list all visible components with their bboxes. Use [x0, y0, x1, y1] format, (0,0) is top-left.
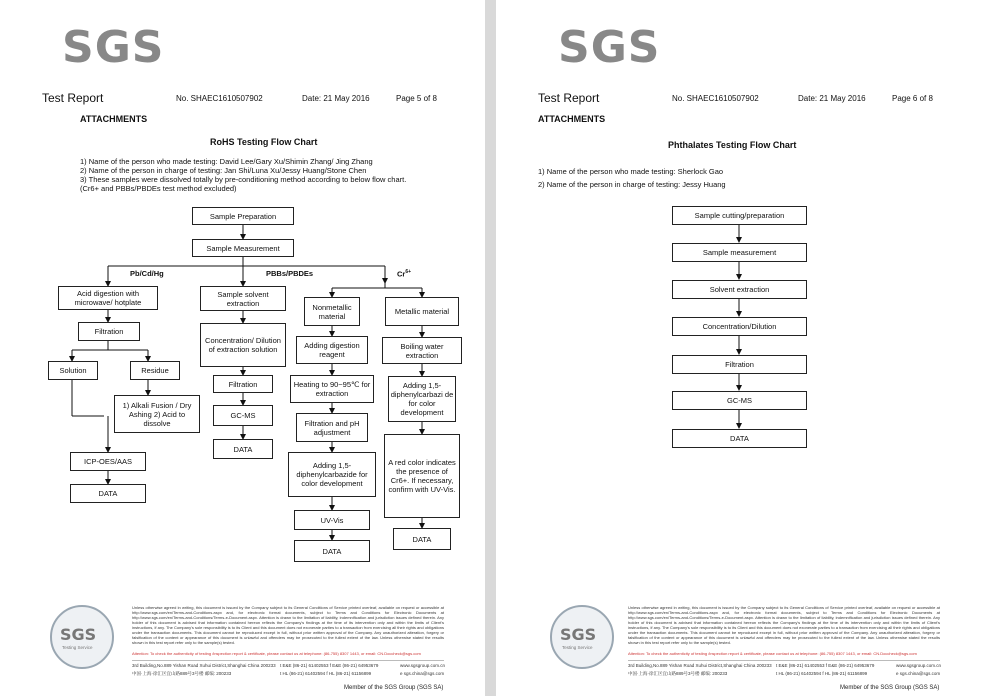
box-metallic-material: Metallic material	[385, 297, 459, 326]
website: www.sgsgroup.com.cn	[400, 663, 446, 668]
box-solution: Solution	[48, 361, 98, 380]
box-concentration-dilution: Concentration/ Dilution of extraction solution	[200, 323, 286, 367]
step-gc-ms: GC-MS	[672, 391, 807, 410]
authenticity-attention: Attention: To check the authenticity of testing /inspection report & certificate, please contact us at telephone: (86-755) 8307 1443, or email: CN.Doccheck@sgs.com	[628, 651, 917, 656]
phone-en: t E&E (86-21) 61402553 f E&E (86-21) 64953679	[776, 663, 875, 668]
box-acid-digestion: Acid digestion with microwave/ hotplate	[58, 286, 158, 310]
box-filtration-ph: Filtration and pH adjustment	[296, 413, 368, 442]
box-uv-vis: UV-Vis	[294, 510, 370, 530]
report-number: No. SHAEC1610507902	[176, 94, 263, 103]
box-residue: Residue	[130, 361, 180, 380]
legal-fine-print: Unless otherwise agreed in writing, this document is issued by the Company subject to its General Conditions of Service printed overleaf, available on request or accessible at http://www.sgs.com/en/Terms-and-Conditions.aspx and, for electronic format documents, subject to Terms and Conditions for Electronic Documents at http://www.sgs.com/en/Terms-and-Conditions/Terms-e-Document.aspx. Attention is drawn to the limitation of liability, indemnification and jurisdiction issues defined therein. Any holder of this document is advised that information contained hereon reflects the Company's findings at the time of its intervention only and within the limits of Client's instructions, if any. The Company's sole responsibility is to its Client and this document does not exonerate parties to a transaction from exercising all their rights and obligations under the transaction documents. This document cannot be reproduced except in full, without prior written approval of the Company. Any unauthorized alteration, forgery or falsification of the content or appearance of this document is unlawful and offenders may be prosecuted to the fullest extent of the law. Unless otherwise stated the results shown in this test report refer only to the sample(s) tested.	[132, 605, 444, 645]
box-heating-extraction: Heating to 90~95℃ for extraction	[290, 375, 374, 403]
attachments-heading: ATTACHMENTS	[80, 114, 148, 124]
phone-cn: t HL (86-21) 61402594 f HL (86-21) 61156899	[280, 671, 372, 676]
branch-label-cr-text: Cr	[397, 269, 406, 279]
member-of-sgs-group: Member of the SGS Group (SGS SA)	[344, 685, 444, 691]
legal-fine-print: Unless otherwise agreed in writing, this document is issued by the Company subject to its General Conditions of Service printed overleaf, available on request or accessible at http://www.sgs.com/en/Terms-and-Conditions.aspx and, for electronic format documents, subject to Terms and Conditions for Electronic Documents at http://www.sgs.com/en/Terms-and-Conditions/Terms-e-Document.aspx. Attention is drawn to the limitation of liability, indemnification and jurisdiction issues defined therein. Any holder of this document is advised that information contained hereon reflects the Company's findings at the time of its intervention only and within the limits of Client's instructions, if any. The Company's sole responsibility is to its Client and this document does not exonerate parties to a transaction from exercising all their rights and obligations under the transaction documents. This document cannot be reproduced except in full, without prior written approval of the Company. Any unauthorized alteration, forgery or falsification of the content or appearance of this document is unlawful and offenders may be prosecuted to the fullest extent of the law. Unless otherwise stated the results shown in this test report refer only to the sample(s) tested.	[628, 605, 940, 645]
report-date: Date: 21 May 2016	[302, 94, 370, 103]
chart-title: RoHS Testing Flow Chart	[210, 137, 318, 147]
address-cn: 中国·上海·徐汇区宜山路889号3号楼 邮编: 200233	[628, 671, 728, 676]
box-data-c: DATA	[294, 540, 370, 562]
box-filtration-a: Filtration	[78, 322, 140, 341]
step-concentration-dilution: Concentration/Dilution	[672, 317, 807, 336]
email: e sgs.china@sgs.com	[896, 671, 941, 676]
branch-label-cr6	[397, 269, 411, 279]
report-title: Test Report	[538, 91, 600, 105]
page-number: Page 6 of 8	[892, 94, 933, 103]
step-data: DATA	[672, 429, 807, 448]
box-nonmetallic-material: Nonmetallic material	[304, 297, 360, 326]
member-of-sgs-group: Member of the SGS Group (SGS SA)	[840, 685, 940, 691]
box-boiling-water-extraction: Boiling water extraction	[382, 337, 462, 364]
phone-cn: t HL (86-21) 61402594 f HL (86-21) 61156899	[776, 671, 868, 676]
note-testers: 1) Name of the person who made testing: David Lee/Gary Xu/Shimin Zhang/ Jing Zhang	[80, 157, 373, 166]
step-solvent-extraction: Solvent extraction	[672, 280, 807, 299]
box-icp-oes-aas: ICP-OES/AAS	[70, 452, 146, 471]
sgs-logo: SGS	[558, 22, 661, 73]
box-sample-preparation: Sample Preparation	[192, 207, 294, 225]
report-page-6	[496, 0, 990, 696]
note-testers: 1) Name of the person who made testing: Sherlock Gao	[538, 167, 724, 176]
note-in-charge: 2) Name of the person in charge of testing: Jan Shi/Luna Xu/Jessy Huang/Stone Chen	[80, 166, 367, 175]
note-dissolve: 3) These samples were dissolved totally by pre-conditioning method according to below flow chart.	[80, 175, 407, 184]
step-sample-measurement: Sample measurement	[672, 243, 807, 262]
authenticity-attention: Attention: To check the authenticity of testing /inspection report & certificate, please contact us at telephone: (86-755) 8307 1443, or email: CN.Doccheck@sgs.com	[132, 651, 421, 656]
box-alkali-fusion: 1) Alkali Fusion / Dry Ashing 2) Acid to dissolve	[114, 395, 200, 433]
email: e sgs.china@sgs.com	[400, 671, 445, 676]
page-number: Page 5 of 8	[396, 94, 437, 103]
branch-label-cr-sup: 6+	[405, 269, 412, 275]
address-en: 3rd Building,No.889 Yishan Road Xuhui District,Shanghai China 200233	[628, 663, 772, 668]
branch-label-pb-cd-hg: Pb/Cd/Hg	[130, 269, 164, 278]
chart-title: Phthalates Testing Flow Chart	[668, 140, 797, 150]
footer-divider	[132, 660, 444, 661]
branch-label-pbbs-pbdes: PBBs/PBDEs	[266, 269, 314, 278]
box-red-color-note: A red color indicates the presence of Cr6+. If necessary, confirm with UV-Vis.	[384, 434, 460, 518]
sgs-logo: SGS	[62, 22, 165, 73]
report-number: No. SHAEC1610507902	[672, 94, 759, 103]
seal-caption: Testing Service	[562, 645, 593, 650]
report-page-5	[0, 0, 485, 696]
phone-en: t E&E (86-21) 61402553 f E&E (86-21) 64953679	[280, 663, 379, 668]
box-adding-digestion-reagent: Adding digestion reagent	[296, 336, 368, 364]
box-gc-ms: GC-MS	[213, 405, 273, 426]
seal-logo-text: SGS	[560, 625, 597, 644]
step-filtration: Filtration	[672, 355, 807, 374]
seal-logo-text: SGS	[60, 625, 97, 644]
address-en: 3rd Building,No.889 Yishan Road Xuhui District,Shanghai China 200233	[132, 663, 276, 668]
box-data-d: DATA	[393, 528, 451, 550]
box-data-b: DATA	[213, 439, 273, 459]
attachments-heading: ATTACHMENTS	[538, 114, 606, 124]
box-adding-diphenylcarbazide: Adding 1,5-diphenylcarbazide for color development	[288, 452, 376, 497]
report-date: Date: 21 May 2016	[798, 94, 866, 103]
box-data-a: DATA	[70, 484, 146, 503]
box-sample-solvent-extraction: Sample solvent extraction	[200, 286, 286, 311]
box-sample-measurement: Sample Measurement	[192, 239, 294, 257]
step-sample-cutting: Sample cutting/preparation	[672, 206, 807, 225]
seal-caption: Testing Service	[62, 645, 93, 650]
note-excluded: (Cr6+ and PBBs/PBDEs test method excluded)	[80, 184, 237, 193]
footer-divider	[628, 660, 940, 661]
note-in-charge: 2) Name of the person in charge of testing: Jessy Huang	[538, 180, 726, 189]
box-adding-diphenylcarbazide-2: Adding 1,5-diphenylcarbazi de for color development	[388, 376, 456, 422]
website: www.sgsgroup.com.cn	[896, 663, 942, 668]
box-filtration-b: Filtration	[213, 375, 273, 393]
address-cn: 中国·上海·徐汇区宜山路889号3号楼 邮编: 200233	[132, 671, 232, 676]
report-title: Test Report	[42, 91, 104, 105]
